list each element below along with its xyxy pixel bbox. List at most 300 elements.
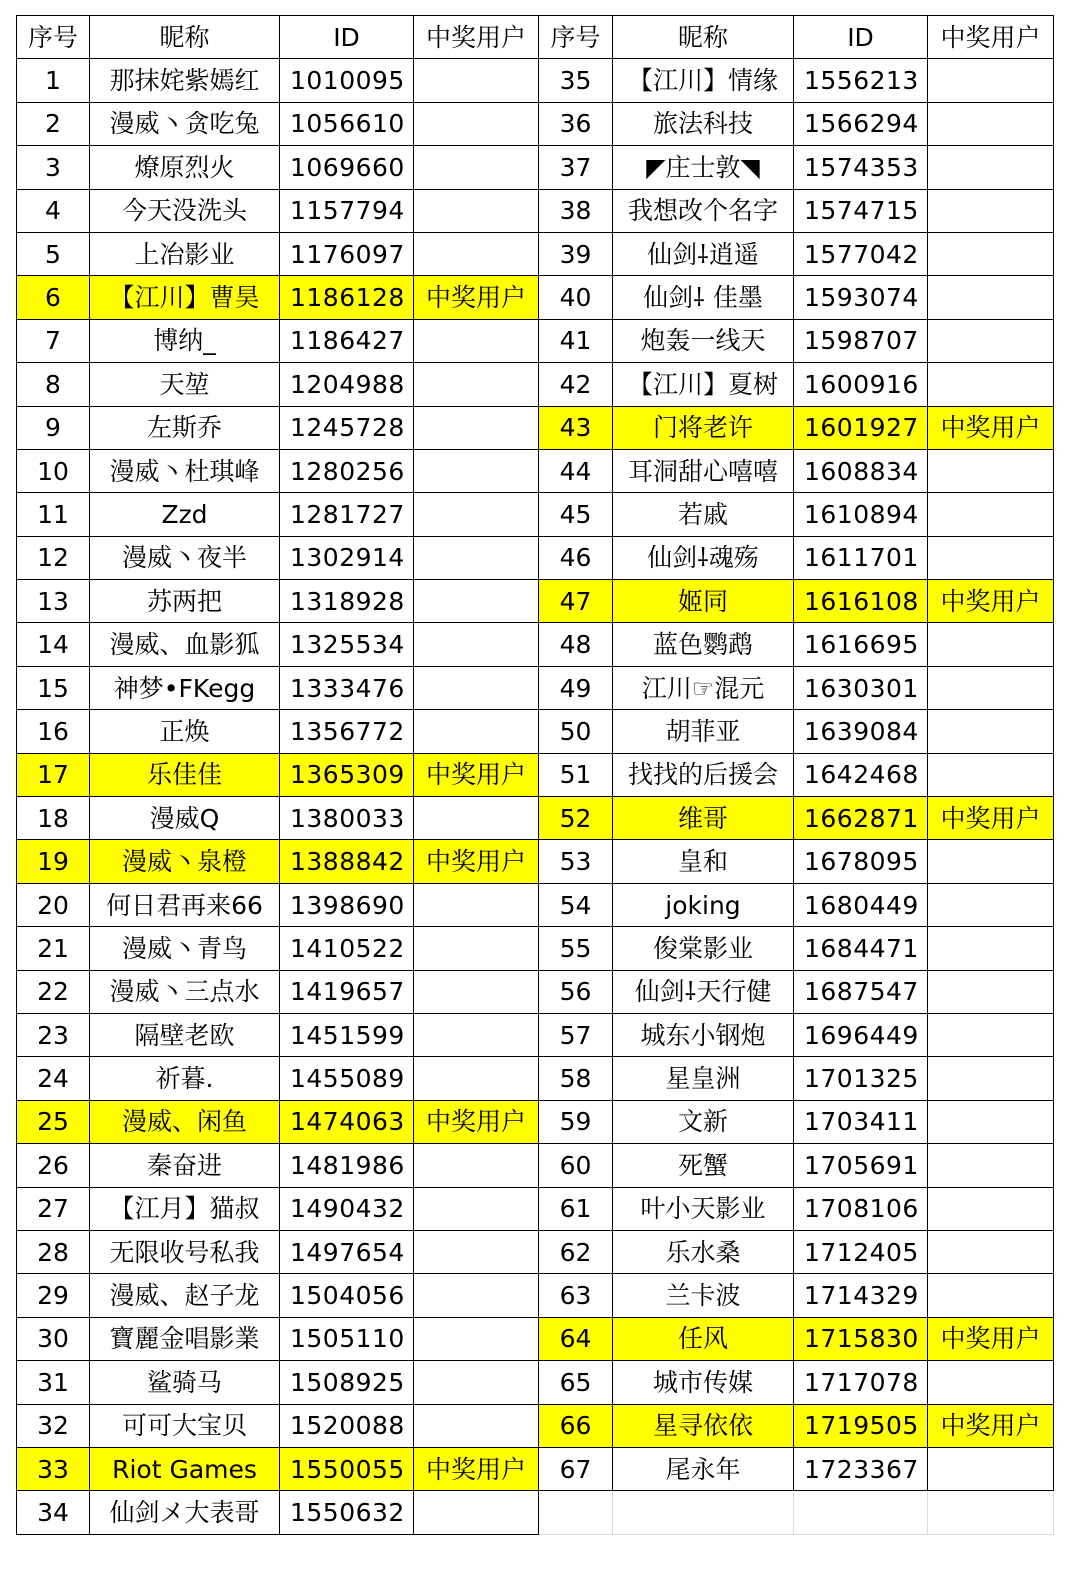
row-nickname: 死蟹 xyxy=(613,1144,794,1187)
row-nickname: 姬同 xyxy=(613,580,794,623)
row-id: 1550632 xyxy=(280,1491,414,1534)
row-winner xyxy=(928,666,1054,709)
row-winner xyxy=(928,1361,1054,1404)
table-row xyxy=(17,1230,1054,1273)
row-nickname: 维哥 xyxy=(613,797,794,840)
row-id: 1610894 xyxy=(794,493,928,536)
row-id: 1616695 xyxy=(794,623,928,666)
row-id: 1678095 xyxy=(794,840,928,883)
row-nickname: 仙剑⸸天行健 xyxy=(613,970,794,1013)
row-id: 1356772 xyxy=(280,710,414,753)
table-row xyxy=(17,232,1054,275)
row-nickname: 仙剑⸸魂殇 xyxy=(613,536,794,579)
row-index: 48 xyxy=(539,623,613,666)
row-index: 25 xyxy=(17,1100,90,1143)
row-id: 1600916 xyxy=(794,363,928,406)
row-id: 1723367 xyxy=(794,1447,928,1490)
row-index: 60 xyxy=(539,1144,613,1187)
row-winner xyxy=(928,623,1054,666)
row-index: 57 xyxy=(539,1013,613,1056)
row-nickname: 【江川】曹昊 xyxy=(90,276,280,319)
row-nickname: 叶小天影业 xyxy=(613,1187,794,1230)
row-id: 1497654 xyxy=(280,1230,414,1273)
row-winner xyxy=(414,970,539,1013)
row-nickname: 【江月】猫叔 xyxy=(90,1187,280,1230)
row-id: 1577042 xyxy=(794,232,928,275)
row-id: 1708106 xyxy=(794,1187,928,1230)
row-index: 14 xyxy=(17,623,90,666)
table-row xyxy=(17,580,1054,623)
table-row xyxy=(17,1013,1054,1056)
row-nickname: 秦奋进 xyxy=(90,1144,280,1187)
header-index: 序号 xyxy=(17,16,90,59)
row-winner xyxy=(414,1057,539,1100)
table-row xyxy=(17,623,1054,666)
row-id: 1611701 xyxy=(794,536,928,579)
row-index: 19 xyxy=(17,840,90,883)
row-id: 1069660 xyxy=(280,146,414,189)
row-index: 49 xyxy=(539,666,613,709)
row-index: 43 xyxy=(539,406,613,449)
row-index: 6 xyxy=(17,276,90,319)
row-winner xyxy=(928,449,1054,492)
row-id: 1281727 xyxy=(280,493,414,536)
row-winner xyxy=(928,319,1054,362)
row-index: 59 xyxy=(539,1100,613,1143)
row-nickname: 那抹姹紫嫣红 xyxy=(90,59,280,102)
row-index: 52 xyxy=(539,797,613,840)
row-index: 18 xyxy=(17,797,90,840)
row-id: 1680449 xyxy=(794,883,928,926)
row-winner xyxy=(414,1404,539,1447)
row-winner xyxy=(414,1013,539,1056)
row-winner xyxy=(414,666,539,709)
row-id: 1490432 xyxy=(280,1187,414,1230)
table-row xyxy=(17,102,1054,145)
row-nickname: 乐水桑 xyxy=(613,1230,794,1273)
row-nickname: 祈暮. xyxy=(90,1057,280,1100)
row-nickname: 胡菲亚 xyxy=(613,710,794,753)
row-id: 1696449 xyxy=(794,1013,928,1056)
row-winner xyxy=(928,1057,1054,1100)
row-id: 1505110 xyxy=(280,1317,414,1360)
row-winner xyxy=(414,1187,539,1230)
row-id: 1388842 xyxy=(280,840,414,883)
row-id: 1380033 xyxy=(280,797,414,840)
row-nickname: 【江川】情缘 xyxy=(613,59,794,102)
row-winner xyxy=(414,1144,539,1187)
row-id: 1176097 xyxy=(280,232,414,275)
row-nickname: 炮轰一线天 xyxy=(613,319,794,362)
row-winner: 中奖用户 xyxy=(928,406,1054,449)
row-winner xyxy=(928,1144,1054,1187)
row-winner xyxy=(928,102,1054,145)
header-index: 序号 xyxy=(539,16,613,59)
row-index: 13 xyxy=(17,580,90,623)
empty-cell xyxy=(539,1491,613,1534)
row-index: 61 xyxy=(539,1187,613,1230)
row-id: 1642468 xyxy=(794,753,928,796)
row-nickname: 可可大宝贝 xyxy=(90,1404,280,1447)
table-row xyxy=(17,59,1054,102)
row-winner xyxy=(414,363,539,406)
row-index: 66 xyxy=(539,1404,613,1447)
winners-table xyxy=(16,15,1054,1535)
row-id: 1662871 xyxy=(794,797,928,840)
row-winner xyxy=(928,1274,1054,1317)
row-winner xyxy=(414,1274,539,1317)
row-id: 1410522 xyxy=(280,927,414,970)
row-nickname: 仙剑⸸逍遥 xyxy=(613,232,794,275)
row-nickname: 江川☞混元 xyxy=(613,666,794,709)
row-winner xyxy=(414,406,539,449)
row-index: 28 xyxy=(17,1230,90,1273)
table-row xyxy=(17,406,1054,449)
empty-cell xyxy=(794,1491,928,1534)
row-nickname: ◤庄士敦◥ xyxy=(613,146,794,189)
row-winner xyxy=(928,710,1054,753)
row-id: 1474063 xyxy=(280,1100,414,1143)
row-nickname: 正焕 xyxy=(90,710,280,753)
row-id: 1574715 xyxy=(794,189,928,232)
row-winner xyxy=(414,319,539,362)
row-id: 1204988 xyxy=(280,363,414,406)
row-nickname: 兰卡波 xyxy=(613,1274,794,1317)
header-winner: 中奖用户 xyxy=(414,16,539,59)
row-id: 1701325 xyxy=(794,1057,928,1100)
row-nickname: 今天没洗头 xyxy=(90,189,280,232)
row-id: 1616108 xyxy=(794,580,928,623)
row-winner xyxy=(414,493,539,536)
header-id: ID xyxy=(794,16,928,59)
row-winner xyxy=(414,1317,539,1360)
row-index: 37 xyxy=(539,146,613,189)
row-nickname: 城市传媒 xyxy=(613,1361,794,1404)
row-winner: 中奖用户 xyxy=(414,1447,539,1490)
row-index: 2 xyxy=(17,102,90,145)
table-row xyxy=(17,449,1054,492)
table-row xyxy=(17,1187,1054,1230)
row-id: 1574353 xyxy=(794,146,928,189)
row-id: 1010095 xyxy=(280,59,414,102)
row-index: 34 xyxy=(17,1491,90,1534)
row-winner xyxy=(414,232,539,275)
row-index: 40 xyxy=(539,276,613,319)
row-winner xyxy=(414,797,539,840)
table-row xyxy=(17,1491,1054,1534)
row-index: 15 xyxy=(17,666,90,709)
row-winner xyxy=(414,189,539,232)
row-id: 1687547 xyxy=(794,970,928,1013)
row-winner xyxy=(414,927,539,970)
row-nickname: 漫威丶夜半 xyxy=(90,536,280,579)
row-winner: 中奖用户 xyxy=(414,753,539,796)
header-id: ID xyxy=(280,16,414,59)
row-nickname: 找找的后援会 xyxy=(613,753,794,796)
row-id: 1703411 xyxy=(794,1100,928,1143)
row-winner xyxy=(928,1230,1054,1273)
row-nickname: 【江川】夏树 xyxy=(613,363,794,406)
row-nickname: 漫威丶泉橙 xyxy=(90,840,280,883)
row-id: 1715830 xyxy=(794,1317,928,1360)
row-index: 30 xyxy=(17,1317,90,1360)
row-id: 1451599 xyxy=(280,1013,414,1056)
row-id: 1056610 xyxy=(280,102,414,145)
table-row xyxy=(17,797,1054,840)
row-winner xyxy=(928,276,1054,319)
row-winner xyxy=(928,840,1054,883)
row-id: 1302914 xyxy=(280,536,414,579)
row-winner: 中奖用户 xyxy=(928,797,1054,840)
header-nickname: 昵称 xyxy=(90,16,280,59)
table-row xyxy=(17,1317,1054,1360)
row-winner xyxy=(928,493,1054,536)
row-winner: 中奖用户 xyxy=(414,276,539,319)
row-index: 4 xyxy=(17,189,90,232)
row-winner xyxy=(928,883,1054,926)
row-index: 9 xyxy=(17,406,90,449)
row-winner xyxy=(928,753,1054,796)
row-index: 47 xyxy=(539,580,613,623)
row-index: 29 xyxy=(17,1274,90,1317)
row-index: 55 xyxy=(539,927,613,970)
table-body xyxy=(17,16,1054,1535)
header-winner: 中奖用户 xyxy=(928,16,1054,59)
row-winner xyxy=(414,449,539,492)
row-nickname: 博纳_ xyxy=(90,319,280,362)
row-id: 1639084 xyxy=(794,710,928,753)
row-nickname: joking xyxy=(613,883,794,926)
row-index: 63 xyxy=(539,1274,613,1317)
row-winner xyxy=(928,59,1054,102)
row-nickname: 漫威Q xyxy=(90,797,280,840)
row-id: 1398690 xyxy=(280,883,414,926)
row-winner: 中奖用户 xyxy=(928,1404,1054,1447)
row-index: 10 xyxy=(17,449,90,492)
row-winner xyxy=(928,363,1054,406)
row-id: 1280256 xyxy=(280,449,414,492)
empty-cell xyxy=(613,1491,794,1534)
row-winner xyxy=(414,146,539,189)
row-id: 1601927 xyxy=(794,406,928,449)
row-nickname: 隔壁老欧 xyxy=(90,1013,280,1056)
row-nickname: 漫威、血影狐 xyxy=(90,623,280,666)
row-id: 1419657 xyxy=(280,970,414,1013)
row-index: 36 xyxy=(539,102,613,145)
row-nickname: 何日君再来66 xyxy=(90,883,280,926)
empty-cell xyxy=(928,1491,1054,1534)
row-nickname: 漫威、赵子龙 xyxy=(90,1274,280,1317)
row-id: 1684471 xyxy=(794,927,928,970)
table-row xyxy=(17,1447,1054,1490)
row-id: 1318928 xyxy=(280,580,414,623)
row-id: 1157794 xyxy=(280,189,414,232)
row-id: 1365309 xyxy=(280,753,414,796)
row-nickname: 漫威丶三点水 xyxy=(90,970,280,1013)
row-index: 8 xyxy=(17,363,90,406)
row-index: 32 xyxy=(17,1404,90,1447)
table-row xyxy=(17,840,1054,883)
row-id: 1714329 xyxy=(794,1274,928,1317)
table-row xyxy=(17,189,1054,232)
table-row xyxy=(17,710,1054,753)
row-nickname: 我想改个名字 xyxy=(613,189,794,232)
row-winner xyxy=(928,146,1054,189)
row-nickname: 若戚 xyxy=(613,493,794,536)
table-row xyxy=(17,1057,1054,1100)
row-id: 1520088 xyxy=(280,1404,414,1447)
row-nickname: 左斯乔 xyxy=(90,406,280,449)
row-nickname: 苏两把 xyxy=(90,580,280,623)
row-nickname: 耳洞甜心嘻嘻 xyxy=(613,449,794,492)
table-row xyxy=(17,363,1054,406)
table-row xyxy=(17,970,1054,1013)
row-nickname: 上冶影业 xyxy=(90,232,280,275)
row-index: 27 xyxy=(17,1187,90,1230)
row-index: 65 xyxy=(539,1361,613,1404)
row-index: 16 xyxy=(17,710,90,753)
row-winner xyxy=(928,1187,1054,1230)
row-index: 20 xyxy=(17,883,90,926)
table-row xyxy=(17,1100,1054,1143)
row-nickname: Zzd xyxy=(90,493,280,536)
row-id: 1705691 xyxy=(794,1144,928,1187)
row-winner xyxy=(928,970,1054,1013)
row-id: 1608834 xyxy=(794,449,928,492)
table-row xyxy=(17,493,1054,536)
row-nickname: 星寻依依 xyxy=(613,1404,794,1447)
row-index: 35 xyxy=(539,59,613,102)
row-index: 39 xyxy=(539,232,613,275)
row-id: 1481986 xyxy=(280,1144,414,1187)
row-index: 26 xyxy=(17,1144,90,1187)
row-winner xyxy=(928,536,1054,579)
row-id: 1186427 xyxy=(280,319,414,362)
row-nickname: 门将老许 xyxy=(613,406,794,449)
row-id: 1550055 xyxy=(280,1447,414,1490)
row-winner xyxy=(414,536,539,579)
row-id: 1598707 xyxy=(794,319,928,362)
table-row xyxy=(17,753,1054,796)
table-row xyxy=(17,1361,1054,1404)
row-winner xyxy=(928,927,1054,970)
table-row xyxy=(17,883,1054,926)
row-index: 38 xyxy=(539,189,613,232)
row-nickname: 漫威、闲鱼 xyxy=(90,1100,280,1143)
row-nickname: 漫威丶青鸟 xyxy=(90,927,280,970)
row-winner xyxy=(928,189,1054,232)
row-index: 31 xyxy=(17,1361,90,1404)
row-winner xyxy=(414,59,539,102)
row-id: 1566294 xyxy=(794,102,928,145)
row-id: 1508925 xyxy=(280,1361,414,1404)
row-index: 17 xyxy=(17,753,90,796)
row-index: 5 xyxy=(17,232,90,275)
row-index: 44 xyxy=(539,449,613,492)
row-index: 24 xyxy=(17,1057,90,1100)
row-index: 7 xyxy=(17,319,90,362)
table-row xyxy=(17,666,1054,709)
row-id: 1630301 xyxy=(794,666,928,709)
row-index: 64 xyxy=(539,1317,613,1360)
row-id: 1556213 xyxy=(794,59,928,102)
row-index: 50 xyxy=(539,710,613,753)
row-nickname: 星皇洲 xyxy=(613,1057,794,1100)
row-id: 1245728 xyxy=(280,406,414,449)
row-index: 62 xyxy=(539,1230,613,1273)
row-nickname: 城东小钢炮 xyxy=(613,1013,794,1056)
row-winner xyxy=(414,883,539,926)
row-winner xyxy=(414,102,539,145)
row-nickname: 天堃 xyxy=(90,363,280,406)
row-nickname: 漫威丶杜琪峰 xyxy=(90,449,280,492)
row-index: 53 xyxy=(539,840,613,883)
header-nickname: 昵称 xyxy=(613,16,794,59)
row-winner: 中奖用户 xyxy=(928,1317,1054,1360)
row-nickname: 任风 xyxy=(613,1317,794,1360)
row-winner: 中奖用户 xyxy=(414,1100,539,1143)
row-winner xyxy=(928,232,1054,275)
row-winner: 中奖用户 xyxy=(414,840,539,883)
row-nickname: 仙剑⸸ 佳墨 xyxy=(613,276,794,319)
row-winner xyxy=(928,1100,1054,1143)
row-nickname: 燎原烈火 xyxy=(90,146,280,189)
row-nickname: 乐佳佳 xyxy=(90,753,280,796)
row-nickname: 俊棠影业 xyxy=(613,927,794,970)
row-index: 58 xyxy=(539,1057,613,1100)
row-id: 1593074 xyxy=(794,276,928,319)
row-nickname: 文新 xyxy=(613,1100,794,1143)
row-nickname: 皇和 xyxy=(613,840,794,883)
row-index: 33 xyxy=(17,1447,90,1490)
row-index: 1 xyxy=(17,59,90,102)
table-row xyxy=(17,1404,1054,1447)
row-index: 41 xyxy=(539,319,613,362)
row-winner: 中奖用户 xyxy=(928,580,1054,623)
row-id: 1712405 xyxy=(794,1230,928,1273)
row-nickname: 鲨骑马 xyxy=(90,1361,280,1404)
row-id: 1333476 xyxy=(280,666,414,709)
table-row xyxy=(17,1274,1054,1317)
row-winner xyxy=(414,623,539,666)
row-winner xyxy=(928,1013,1054,1056)
row-nickname: 仙剑メ大表哥 xyxy=(90,1491,280,1534)
row-nickname: 漫威丶贪吃兔 xyxy=(90,102,280,145)
row-index: 54 xyxy=(539,883,613,926)
table-row xyxy=(17,146,1054,189)
row-id: 1719505 xyxy=(794,1404,928,1447)
row-index: 67 xyxy=(539,1447,613,1490)
row-nickname: Riot Games xyxy=(90,1447,280,1490)
row-id: 1186128 xyxy=(280,276,414,319)
row-winner xyxy=(414,1361,539,1404)
row-nickname: 尾永年 xyxy=(613,1447,794,1490)
row-winner xyxy=(414,1491,539,1534)
header-row xyxy=(17,16,1054,59)
row-index: 12 xyxy=(17,536,90,579)
row-winner xyxy=(414,710,539,753)
row-index: 45 xyxy=(539,493,613,536)
row-index: 23 xyxy=(17,1013,90,1056)
row-winner xyxy=(928,1447,1054,1490)
table-row xyxy=(17,1144,1054,1187)
row-index: 42 xyxy=(539,363,613,406)
row-index: 51 xyxy=(539,753,613,796)
row-nickname: 神梦•FKegg xyxy=(90,666,280,709)
row-index: 56 xyxy=(539,970,613,1013)
row-index: 3 xyxy=(17,146,90,189)
row-nickname: 无限收号私我 xyxy=(90,1230,280,1273)
